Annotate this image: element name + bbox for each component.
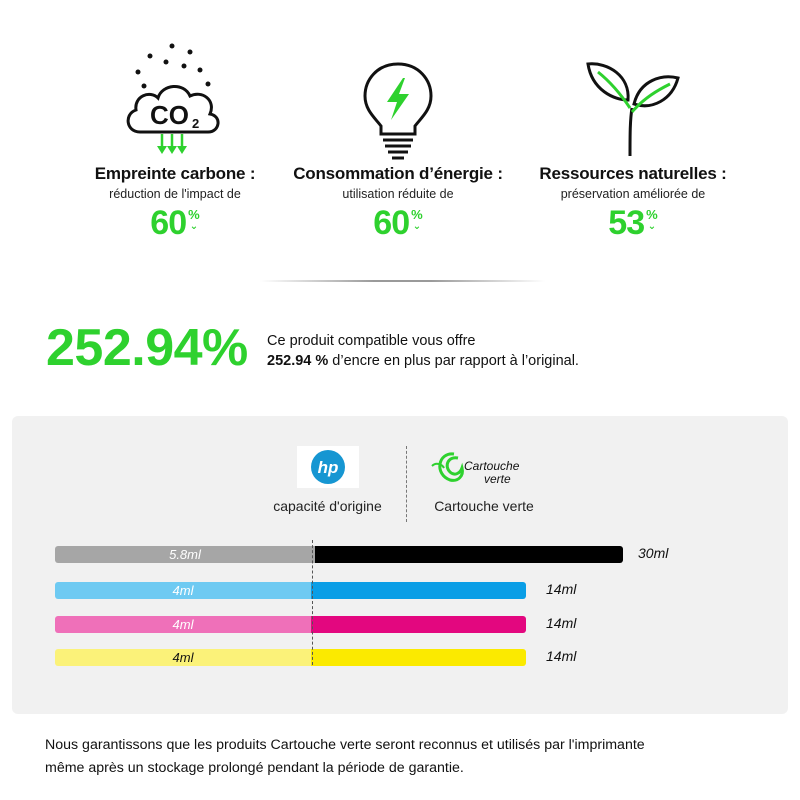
leaf-icon — [508, 40, 758, 160]
bar-green-label: 14ml — [546, 581, 577, 597]
feature-resources — [508, 40, 758, 243]
feature-percent — [273, 203, 523, 243]
bar-original-label: 4ml — [172, 583, 194, 598]
bar-green-black — [315, 546, 623, 563]
big-percent: 252.94% — [46, 319, 248, 377]
highlight-text — [267, 331, 579, 371]
down-chevron-icon: ⌄ — [412, 221, 422, 232]
guarantee-line2: même après un stockage prolongé pendant la période de garantie. — [45, 760, 464, 776]
feature-percent — [508, 203, 758, 243]
percent-sign: % — [411, 207, 423, 222]
feature-title: Ressources naturelles : — [539, 164, 727, 183]
cartouche-verte-logo — [428, 446, 540, 488]
section-divider — [260, 280, 545, 282]
feature-carbon — [50, 40, 300, 243]
bar-original-magenta — [55, 616, 311, 633]
co2-text: CO — [150, 100, 189, 130]
bar-original-black — [55, 546, 315, 563]
bar-green-label: 30ml — [638, 545, 669, 561]
light-bulb-icon — [273, 40, 523, 160]
down-chevron-icon: ⌄ — [189, 221, 199, 232]
bar-original-label: 5.8ml — [169, 547, 201, 562]
bar-original-label: 4ml — [172, 617, 194, 632]
percent-value: 60 — [150, 204, 187, 242]
feature-subtitle: réduction de l'impact de — [109, 187, 241, 201]
bar-green-magenta — [311, 616, 526, 633]
capacity-divider — [312, 540, 313, 665]
bar-green-yellow — [311, 649, 526, 666]
guarantee-text — [45, 734, 775, 780]
feature-energy — [273, 40, 523, 243]
cv-logo-text-2: verte — [484, 472, 511, 486]
guarantee-line1: Nous garantissons que les produits Cartouche verte seront reconnus et utilisés par l'imprimante — [45, 737, 645, 753]
bar-original-yellow — [55, 649, 311, 666]
hp-logo — [297, 446, 359, 488]
bar-green-label: 14ml — [546, 648, 577, 664]
brand-original — [255, 446, 400, 514]
feature-subtitle: préservation améliorée de — [560, 187, 706, 201]
feature-title: Empreinte carbone : — [94, 164, 256, 183]
hp-logo-text: hp — [317, 458, 338, 477]
percent-sign: % — [188, 207, 200, 222]
down-chevron-icon: ⌄ — [647, 221, 657, 232]
brand-green — [414, 446, 554, 514]
highlight-rest: d’encre en plus par rapport à l’original. — [328, 353, 579, 369]
percent-sign: % — [646, 207, 658, 222]
bar-original-cyan — [55, 582, 311, 599]
bar-green-label: 14ml — [546, 615, 577, 631]
comparison-panel — [12, 416, 788, 714]
co2-sub: 2 — [192, 116, 200, 131]
brand-separator — [406, 446, 407, 522]
bar-original-label: 4ml — [172, 650, 194, 665]
co2-cloud-icon — [50, 40, 300, 160]
highlight-line2 — [267, 351, 579, 371]
highlight-line1: Ce produit compatible vous offre — [267, 333, 476, 349]
highlight-bold: 252.94 % — [267, 353, 329, 369]
bar-green-cyan — [311, 582, 526, 599]
percent-value: 53 — [608, 204, 645, 242]
percent-value: 60 — [373, 204, 410, 242]
feature-title: Consommation d’énergie : — [293, 164, 503, 183]
brand-green-label: Cartouche verte — [434, 498, 534, 514]
feature-subtitle: utilisation réduite de — [342, 187, 454, 201]
brand-original-label: capacité d'origine — [273, 498, 382, 514]
feature-percent — [50, 203, 300, 243]
cv-logo-text-1: Cartouche — [464, 459, 520, 473]
